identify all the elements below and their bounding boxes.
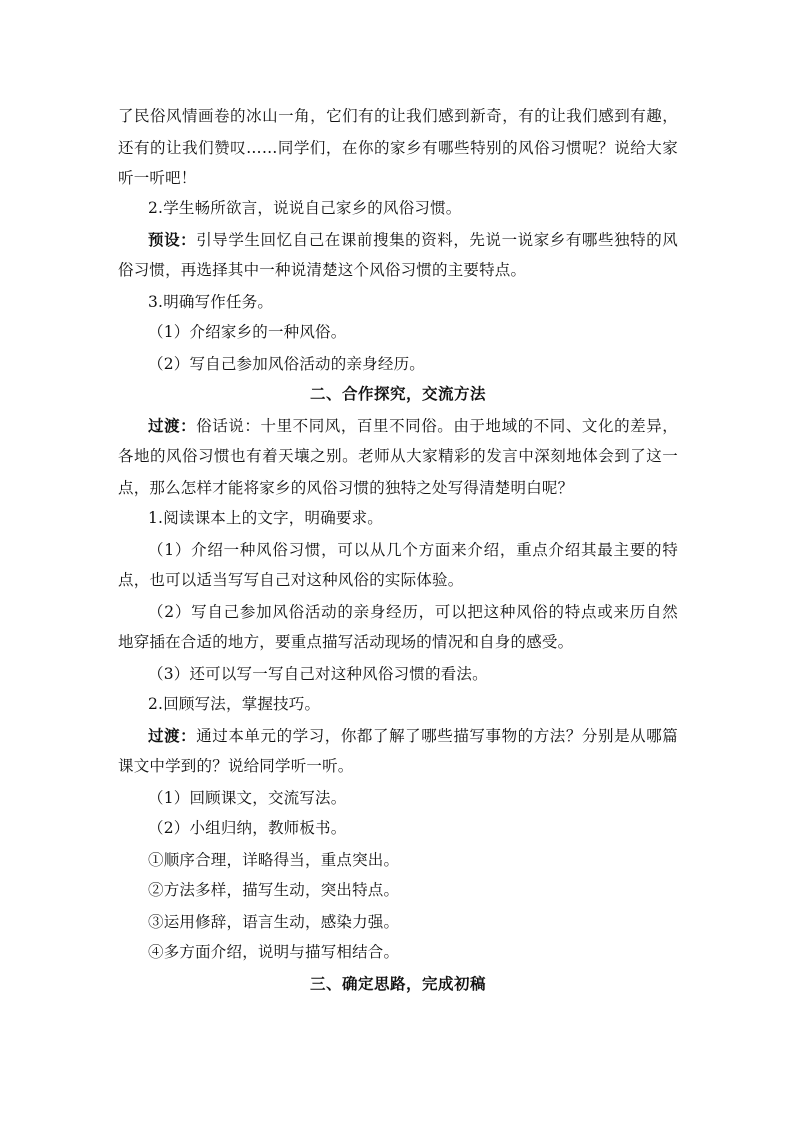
task-2-line: （2）写自己参加风俗活动的亲身经历。 [148, 355, 425, 373]
review-2-line: （2）小组归纳，教师板书。 [148, 819, 347, 837]
transition-line-1 [148, 416, 678, 436]
transition-2-line-1 [148, 726, 678, 746]
req-3-line: （3）还可以写一写自己对这种风俗习惯的看法。 [148, 665, 488, 683]
preset-line-1 [148, 230, 678, 250]
intro-line-3: 听一听吧！ [118, 169, 197, 187]
transition-2-line-2: 课文中学到的？说给同学听一听。 [118, 757, 354, 775]
intro-line-2: 还有的让我们赞叹……同学们，在你的家乡有哪些特别的风俗习惯呢？说给大家 [118, 139, 678, 157]
req-2-line-1: （2）写自己参加风俗活动的亲身经历，可以把这种风俗的特点或来历自然 [148, 603, 678, 621]
read-step-line: 1.阅读课本上的文字，明确要求。 [148, 509, 383, 527]
point-3-line: ③运用修辞，语言生动，感染力强。 [148, 913, 400, 931]
task-1-line: （1）介绍家乡的一种风俗。 [148, 323, 347, 341]
transition-2-text-1: 通过本单元的学习，你都了解了哪些描写事物的方法？分别是从哪篇 [196, 727, 678, 745]
transition-label: 过渡： [148, 416, 197, 435]
preset-label: 预设： [148, 230, 197, 249]
transition-line-2: 各地的风俗习惯也有着天壤之别。老师从大家精彩的发言中深刻地体会到了这一 [118, 447, 678, 465]
transition-line-3: 点，那么怎样才能将家乡的风俗习惯的独特之处写得清楚明白呢？ [118, 479, 574, 497]
req-1-line-1: （1）介绍一种风俗习惯，可以从几个方面来介绍，重点介绍其最主要的特 [148, 541, 678, 559]
preset-line-2: 俗习惯，再选择其中一种说清楚这个风俗习惯的主要特点。 [118, 261, 527, 279]
intro-line-1: 了民俗风情画卷的冰山一角，它们有的让我们感到新奇，有的让我们感到有趣， [118, 107, 678, 125]
section-3-heading: 三、确定思路，完成初稿 [309, 974, 486, 993]
review-step-line: 2.回顾写法，掌握技巧。 [148, 695, 321, 713]
preset-text-1: 引导学生回忆自己在课前搜集的资料，先说一说家乡有哪些独特的风 [196, 231, 678, 249]
step-2-line: 2.学生畅所欲言，说说自己家乡的风俗习惯。 [148, 199, 462, 217]
review-1-line: （1）回顾课文，交流写法。 [148, 789, 347, 807]
point-2-line: ②方法多样，描写生动，突出特点。 [148, 881, 400, 899]
req-2-line-2: 地穿插在合适的地方，要重点描写活动现场的情况和自身的感受。 [118, 633, 574, 651]
req-1-line-2: 点，也可以适当写写自己对这种风俗的实际体验。 [118, 571, 464, 589]
section-2-heading: 二、合作探究，交流方法 [309, 384, 486, 403]
transition-2-label: 过渡： [148, 726, 197, 745]
step-3-line: 3.明确写作任务。 [148, 293, 274, 311]
transition-text-1: 俗话说：十里不同风，百里不同俗。由于地域的不同、文化的差异， [196, 417, 678, 435]
point-4-line: ④多方面介绍，说明与描写相结合。 [148, 943, 400, 961]
point-1-line: ①顺序合理，详略得当，重点突出。 [148, 851, 400, 869]
